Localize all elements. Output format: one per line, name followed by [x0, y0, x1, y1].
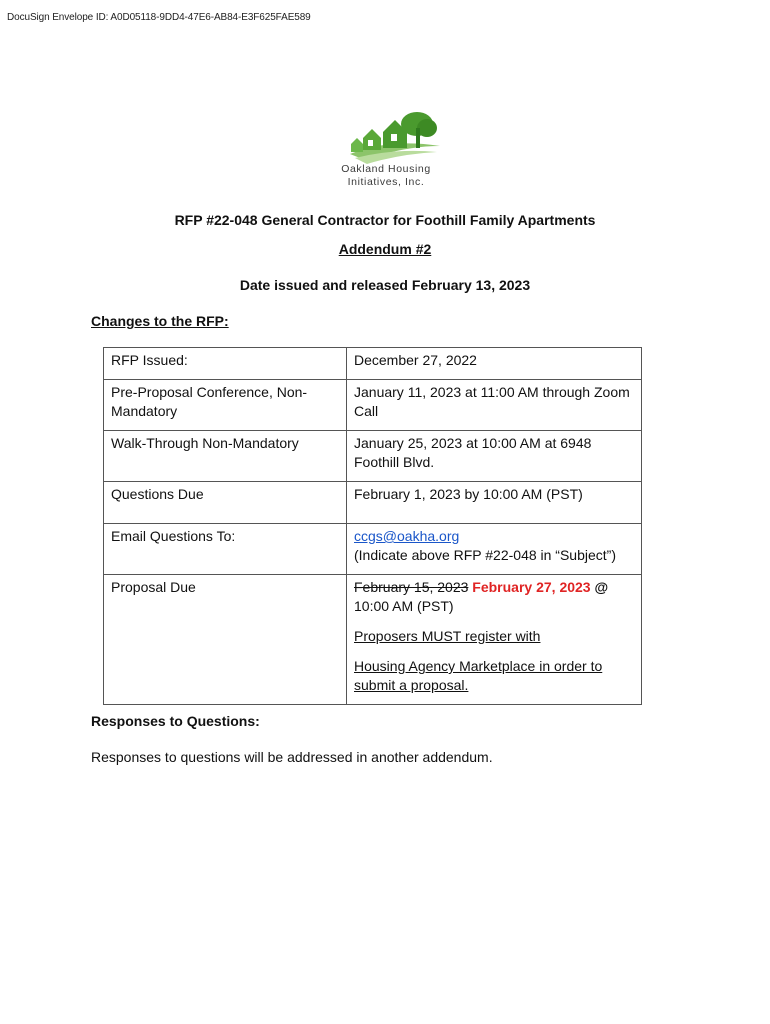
logo-text	[320, 163, 452, 189]
addendum-label: Addendum #2	[338, 241, 432, 257]
table-row	[104, 482, 642, 524]
document-title: RFP #22-048 General Contractor for Foothill Family Apartments	[174, 212, 596, 228]
date-issued: Date issued and released February 13, 2023	[239, 277, 531, 293]
row-value: February 1, 2023 by 10:00 AM (PST)	[347, 482, 642, 524]
houses-tree-icon	[345, 108, 455, 168]
subject-note: (Indicate above RFP #22-048 in “Subject”)	[354, 547, 616, 563]
table-row	[104, 524, 642, 575]
rfp-schedule-table	[103, 347, 642, 705]
logo-text-line2: Initiatives, Inc.	[347, 176, 425, 188]
row-label: Proposal Due	[104, 575, 347, 705]
row-value	[347, 524, 642, 575]
row-label: Email Questions To:	[104, 524, 347, 575]
row-value: January 11, 2023 at 11:00 AM through Zoom Call	[347, 380, 642, 431]
table-row	[104, 348, 642, 380]
row-label: Walk-Through Non-Mandatory	[104, 431, 347, 482]
row-label: Pre-Proposal Conference, Non-Mandatory	[104, 380, 347, 431]
row-label: RFP Issued:	[104, 348, 347, 380]
responses-text: Responses to questions will be addressed in another addendum.	[91, 749, 493, 765]
registration-note-2: Housing Agency Marketplace in order to submit a proposal.	[354, 658, 603, 693]
email-link[interactable]: ccgs@oakha.org	[354, 528, 460, 544]
row-value: January 25, 2023 at 10:00 AM at 6948 Foothill Blvd.	[347, 431, 642, 482]
old-due-date: February 15, 2023	[354, 579, 469, 595]
table-row	[104, 431, 642, 482]
changes-heading: Changes to the RFP:	[91, 313, 229, 329]
row-value	[347, 575, 642, 705]
addendum-heading	[0, 241, 770, 257]
logo-text-line1: Oakland Housing	[341, 163, 431, 175]
responses-heading: Responses to Questions:	[91, 713, 260, 729]
registration-note-1: Proposers MUST register with	[354, 628, 541, 644]
table-row	[104, 380, 642, 431]
row-value: December 27, 2022	[347, 348, 642, 380]
table-row	[104, 575, 642, 705]
due-time: 10:00 AM (PST)	[354, 598, 454, 614]
row-label: Questions Due	[104, 482, 347, 524]
docusign-envelope-id: DocuSign Envelope ID: A0D05118-9DD4-47E6-AB84-E3F625FAE589	[7, 12, 311, 23]
at-sign: @	[590, 579, 609, 595]
new-due-date: February 27, 2023	[472, 579, 591, 595]
